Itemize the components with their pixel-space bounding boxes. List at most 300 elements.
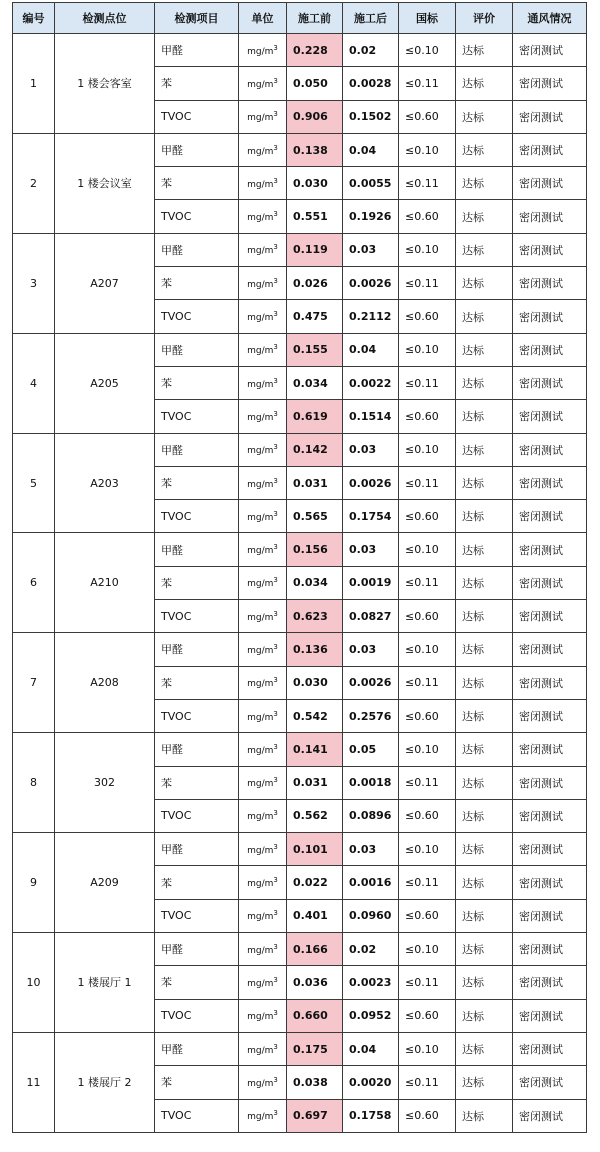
point-number: 11	[13, 1032, 55, 1132]
unit-text: mg/m	[247, 346, 274, 357]
unit-cell: $mg/m^3$	[239, 1032, 287, 1065]
unit-text: mg/m	[247, 79, 274, 90]
unit-cell: $mg/m^3$	[239, 267, 287, 300]
unit-text: mg/m	[247, 912, 274, 923]
evaluation: 达标	[456, 133, 513, 166]
item-name: TVOC	[155, 500, 239, 533]
evaluation: 达标	[456, 666, 513, 699]
point-location: A210	[55, 533, 155, 633]
national-standard: ≤0.60	[399, 500, 456, 533]
value-after: 0.0026	[343, 466, 399, 499]
evaluation: 达标	[456, 1099, 513, 1132]
national-standard: ≤0.11	[399, 466, 456, 499]
value-before: 0.542	[287, 699, 343, 732]
unit-text: mg/m	[247, 279, 274, 290]
national-standard: ≤0.10	[399, 733, 456, 766]
value-before: 0.175	[287, 1032, 343, 1065]
ventilation: 密闭测试	[513, 899, 587, 932]
item-name: TVOC	[155, 200, 239, 233]
point-number: 2	[13, 133, 55, 233]
unit-cell: $mg/m^3$	[239, 100, 287, 133]
header-result: 评价	[456, 3, 513, 34]
value-before: 0.030	[287, 167, 343, 200]
unit-cell: $mg/m^3$	[239, 633, 287, 666]
unit-cell: $mg/m^3$	[239, 233, 287, 266]
unit-cell: $mg/m^3$	[239, 966, 287, 999]
unit-text: mg/m	[247, 1045, 274, 1056]
evaluation: 达标	[456, 433, 513, 466]
value-before: 0.036	[287, 966, 343, 999]
value-after: 0.03	[343, 533, 399, 566]
ventilation: 密闭测试	[513, 366, 587, 399]
unit-text: mg/m	[247, 546, 274, 557]
evaluation: 达标	[456, 67, 513, 100]
evaluation: 达标	[456, 200, 513, 233]
value-before: 0.166	[287, 933, 343, 966]
item-name: 苯	[155, 666, 239, 699]
evaluation: 达标	[456, 833, 513, 866]
value-before: 0.034	[287, 366, 343, 399]
unit-text: mg/m	[247, 179, 274, 190]
item-name: 苯	[155, 966, 239, 999]
value-before: 0.031	[287, 766, 343, 799]
value-after: 0.04	[343, 333, 399, 366]
ventilation: 密闭测试	[513, 300, 587, 333]
value-before: 0.141	[287, 733, 343, 766]
point-number: 9	[13, 833, 55, 933]
national-standard: ≤0.11	[399, 366, 456, 399]
unit-cell: $mg/m^3$	[239, 1099, 287, 1132]
value-before: 0.119	[287, 233, 343, 266]
header-before: 施工前	[287, 3, 343, 34]
value-before: 0.026	[287, 267, 343, 300]
point-number: 1	[13, 34, 55, 134]
value-after: 0.0952	[343, 999, 399, 1032]
ventilation: 密闭测试	[513, 400, 587, 433]
unit-text: mg/m	[247, 246, 274, 257]
table-row	[13, 233, 587, 266]
unit-text: mg/m	[247, 812, 274, 823]
item-name: 甲醛	[155, 333, 239, 366]
unit-cell: $mg/m^3$	[239, 433, 287, 466]
evaluation: 达标	[456, 500, 513, 533]
national-standard: ≤0.60	[399, 200, 456, 233]
unit-cell: $mg/m^3$	[239, 866, 287, 899]
point-number: 5	[13, 433, 55, 533]
evaluation: 达标	[456, 300, 513, 333]
national-standard: ≤0.60	[399, 1099, 456, 1132]
unit-cell: $mg/m^3$	[239, 200, 287, 233]
value-after: 0.1758	[343, 1099, 399, 1132]
evaluation: 达标	[456, 899, 513, 932]
national-standard: ≤0.10	[399, 1032, 456, 1065]
ventilation: 密闭测试	[513, 1099, 587, 1132]
evaluation: 达标	[456, 799, 513, 832]
ventilation: 密闭测试	[513, 1066, 587, 1099]
point-location: A207	[55, 233, 155, 333]
unit-cell: $mg/m^3$	[239, 533, 287, 566]
value-after: 0.03	[343, 633, 399, 666]
evaluation: 达标	[456, 999, 513, 1032]
unit-text: mg/m	[247, 446, 274, 457]
evaluation: 达标	[456, 100, 513, 133]
national-standard: ≤0.60	[399, 899, 456, 932]
item-name: 苯	[155, 167, 239, 200]
item-name: 苯	[155, 67, 239, 100]
point-location: A203	[55, 433, 155, 533]
ventilation: 密闭测试	[513, 966, 587, 999]
point-location: A205	[55, 333, 155, 433]
value-after: 0.0960	[343, 899, 399, 932]
national-standard: ≤0.10	[399, 433, 456, 466]
evaluation: 达标	[456, 766, 513, 799]
value-after: 0.03	[343, 233, 399, 266]
point-location: 1 楼展厅 2	[55, 1032, 155, 1132]
ventilation: 密闭测试	[513, 200, 587, 233]
point-number: 3	[13, 233, 55, 333]
value-after: 0.03	[343, 433, 399, 466]
item-name: 苯	[155, 866, 239, 899]
item-name: 苯	[155, 566, 239, 599]
value-after: 0.03	[343, 833, 399, 866]
item-name: TVOC	[155, 999, 239, 1032]
ventilation: 密闭测试	[513, 866, 587, 899]
unit-cell: $mg/m^3$	[239, 766, 287, 799]
value-after: 0.1502	[343, 100, 399, 133]
header-after: 施工后	[343, 3, 399, 34]
value-after: 0.0023	[343, 966, 399, 999]
unit-text: mg/m	[247, 845, 274, 856]
air-quality-table	[12, 2, 587, 1133]
unit-text: mg/m	[247, 113, 274, 124]
item-name: TVOC	[155, 600, 239, 633]
table-row	[13, 933, 587, 966]
item-name: 甲醛	[155, 433, 239, 466]
value-before: 0.034	[287, 566, 343, 599]
value-after: 0.1754	[343, 500, 399, 533]
national-standard: ≤0.11	[399, 966, 456, 999]
header-location: 检测点位	[55, 3, 155, 34]
header-standard: 国标	[399, 3, 456, 34]
ventilation: 密闭测试	[513, 500, 587, 533]
national-standard: ≤0.11	[399, 1066, 456, 1099]
value-before: 0.401	[287, 899, 343, 932]
item-name: TVOC	[155, 100, 239, 133]
item-name: TVOC	[155, 899, 239, 932]
ventilation: 密闭测试	[513, 933, 587, 966]
value-before: 0.565	[287, 500, 343, 533]
unit-cell: $mg/m^3$	[239, 466, 287, 499]
item-name: 甲醛	[155, 233, 239, 266]
national-standard: ≤0.60	[399, 999, 456, 1032]
unit-text: mg/m	[247, 213, 274, 224]
ventilation: 密闭测试	[513, 34, 587, 67]
national-standard: ≤0.10	[399, 233, 456, 266]
value-after: 0.05	[343, 733, 399, 766]
ventilation: 密闭测试	[513, 600, 587, 633]
unit-text: mg/m	[247, 645, 274, 656]
item-name: 甲醛	[155, 533, 239, 566]
ventilation: 密闭测试	[513, 100, 587, 133]
value-before: 0.228	[287, 34, 343, 67]
item-name: 甲醛	[155, 34, 239, 67]
point-location: 1 楼会议室	[55, 133, 155, 233]
national-standard: ≤0.60	[399, 699, 456, 732]
point-location: 1 楼会客室	[55, 34, 155, 134]
value-after: 0.2576	[343, 699, 399, 732]
table-body	[13, 34, 587, 1133]
evaluation: 达标	[456, 600, 513, 633]
value-before: 0.906	[287, 100, 343, 133]
evaluation: 达标	[456, 633, 513, 666]
unit-text: mg/m	[247, 46, 274, 57]
unit-text: mg/m	[247, 679, 274, 690]
item-name: 甲醛	[155, 633, 239, 666]
ventilation: 密闭测试	[513, 333, 587, 366]
unit-text: mg/m	[247, 313, 274, 324]
item-name: TVOC	[155, 699, 239, 732]
value-after: 0.0016	[343, 866, 399, 899]
value-after: 0.0028	[343, 67, 399, 100]
value-before: 0.156	[287, 533, 343, 566]
evaluation: 达标	[456, 400, 513, 433]
item-name: TVOC	[155, 400, 239, 433]
national-standard: ≤0.10	[399, 333, 456, 366]
table-row	[13, 733, 587, 766]
item-name: TVOC	[155, 799, 239, 832]
ventilation: 密闭测试	[513, 566, 587, 599]
ventilation: 密闭测试	[513, 67, 587, 100]
unit-cell: $mg/m^3$	[239, 34, 287, 67]
evaluation: 达标	[456, 233, 513, 266]
unit-text: mg/m	[247, 412, 274, 423]
table-row	[13, 633, 587, 666]
table-row	[13, 133, 587, 166]
national-standard: ≤0.11	[399, 566, 456, 599]
unit-text: mg/m	[247, 146, 274, 157]
header-row	[13, 3, 587, 34]
evaluation: 达标	[456, 733, 513, 766]
national-standard: ≤0.60	[399, 300, 456, 333]
unit-text: mg/m	[247, 1112, 274, 1123]
value-before: 0.142	[287, 433, 343, 466]
national-standard: ≤0.60	[399, 400, 456, 433]
unit-cell: $mg/m^3$	[239, 400, 287, 433]
item-name: 甲醛	[155, 833, 239, 866]
national-standard: ≤0.10	[399, 533, 456, 566]
value-before: 0.562	[287, 799, 343, 832]
unit-cell: $mg/m^3$	[239, 366, 287, 399]
evaluation: 达标	[456, 34, 513, 67]
item-name: 甲醛	[155, 733, 239, 766]
value-before: 0.155	[287, 333, 343, 366]
national-standard: ≤0.11	[399, 766, 456, 799]
value-after: 0.1926	[343, 200, 399, 233]
value-before: 0.660	[287, 999, 343, 1032]
evaluation: 达标	[456, 333, 513, 366]
national-standard: ≤0.10	[399, 34, 456, 67]
point-number: 8	[13, 733, 55, 833]
point-location: 302	[55, 733, 155, 833]
value-before: 0.031	[287, 466, 343, 499]
unit-text: mg/m	[247, 379, 274, 390]
national-standard: ≤0.11	[399, 267, 456, 300]
point-number: 10	[13, 933, 55, 1033]
item-name: 甲醛	[155, 133, 239, 166]
unit-cell: $mg/m^3$	[239, 999, 287, 1032]
unit-cell: $mg/m^3$	[239, 833, 287, 866]
value-before: 0.022	[287, 866, 343, 899]
value-after: 0.0896	[343, 799, 399, 832]
ventilation: 密闭测试	[513, 666, 587, 699]
ventilation: 密闭测试	[513, 999, 587, 1032]
unit-text: mg/m	[247, 779, 274, 790]
unit-cell: $mg/m^3$	[239, 899, 287, 932]
point-number: 7	[13, 633, 55, 733]
unit-text: mg/m	[247, 479, 274, 490]
value-after: 0.1514	[343, 400, 399, 433]
item-name: 苯	[155, 1066, 239, 1099]
ventilation: 密闭测试	[513, 699, 587, 732]
evaluation: 达标	[456, 366, 513, 399]
item-name: 苯	[155, 267, 239, 300]
unit-cell: $mg/m^3$	[239, 133, 287, 166]
value-before: 0.030	[287, 666, 343, 699]
unit-cell: $mg/m^3$	[239, 566, 287, 599]
table-row	[13, 433, 587, 466]
value-after: 0.04	[343, 133, 399, 166]
table-row	[13, 34, 587, 67]
unit-text: mg/m	[247, 712, 274, 723]
ventilation: 密闭测试	[513, 633, 587, 666]
header-unit: 单位	[239, 3, 287, 34]
unit-cell: $mg/m^3$	[239, 733, 287, 766]
unit-text: mg/m	[247, 978, 274, 989]
evaluation: 达标	[456, 466, 513, 499]
unit-cell: $mg/m^3$	[239, 1066, 287, 1099]
ventilation: 密闭测试	[513, 833, 587, 866]
unit-cell: $mg/m^3$	[239, 933, 287, 966]
unit-text: mg/m	[247, 945, 274, 956]
table-row	[13, 533, 587, 566]
national-standard: ≤0.11	[399, 167, 456, 200]
evaluation: 达标	[456, 966, 513, 999]
unit-cell: $mg/m^3$	[239, 666, 287, 699]
item-name: 苯	[155, 766, 239, 799]
ventilation: 密闭测试	[513, 733, 587, 766]
value-before: 0.619	[287, 400, 343, 433]
unit-text: mg/m	[247, 612, 274, 623]
value-after: 0.0020	[343, 1066, 399, 1099]
unit-cell: $mg/m^3$	[239, 600, 287, 633]
ventilation: 密闭测试	[513, 466, 587, 499]
national-standard: ≤0.11	[399, 67, 456, 100]
evaluation: 达标	[456, 267, 513, 300]
value-before: 0.136	[287, 633, 343, 666]
item-name: 甲醛	[155, 1032, 239, 1065]
unit-cell: $mg/m^3$	[239, 699, 287, 732]
national-standard: ≤0.11	[399, 866, 456, 899]
evaluation: 达标	[456, 699, 513, 732]
header-item: 检测项目	[155, 3, 239, 34]
value-before: 0.551	[287, 200, 343, 233]
point-number: 4	[13, 333, 55, 433]
value-before: 0.623	[287, 600, 343, 633]
value-after: 0.0018	[343, 766, 399, 799]
table-row	[13, 833, 587, 866]
unit-cell: $mg/m^3$	[239, 300, 287, 333]
item-name: 苯	[155, 366, 239, 399]
unit-text: mg/m	[247, 579, 274, 590]
evaluation: 达标	[456, 1032, 513, 1065]
unit-text: mg/m	[247, 1078, 274, 1089]
unit-cell: $mg/m^3$	[239, 799, 287, 832]
evaluation: 达标	[456, 933, 513, 966]
ventilation: 密闭测试	[513, 267, 587, 300]
table-row	[13, 333, 587, 366]
header-ventilation: 通风情况	[513, 3, 587, 34]
evaluation: 达标	[456, 1066, 513, 1099]
unit-cell: $mg/m^3$	[239, 67, 287, 100]
item-name: 甲醛	[155, 933, 239, 966]
national-standard: ≤0.10	[399, 833, 456, 866]
point-location: A209	[55, 833, 155, 933]
value-after: 0.02	[343, 933, 399, 966]
unit-cell: $mg/m^3$	[239, 167, 287, 200]
unit-cell: $mg/m^3$	[239, 500, 287, 533]
value-before: 0.475	[287, 300, 343, 333]
unit-text: mg/m	[247, 512, 274, 523]
table-row	[13, 1032, 587, 1065]
ventilation: 密闭测试	[513, 766, 587, 799]
point-location: 1 楼展厅 1	[55, 933, 155, 1033]
value-before: 0.138	[287, 133, 343, 166]
national-standard: ≤0.60	[399, 600, 456, 633]
national-standard: ≤0.60	[399, 799, 456, 832]
national-standard: ≤0.11	[399, 666, 456, 699]
ventilation: 密闭测试	[513, 1032, 587, 1065]
value-after: 0.02	[343, 34, 399, 67]
ventilation: 密闭测试	[513, 533, 587, 566]
point-location: A208	[55, 633, 155, 733]
item-name: TVOC	[155, 300, 239, 333]
value-after: 0.0055	[343, 167, 399, 200]
point-number: 6	[13, 533, 55, 633]
value-before: 0.050	[287, 67, 343, 100]
evaluation: 达标	[456, 533, 513, 566]
value-after: 0.04	[343, 1032, 399, 1065]
unit-text: mg/m	[247, 745, 274, 756]
value-after: 0.0026	[343, 666, 399, 699]
header-no: 编号	[13, 3, 55, 34]
value-after: 0.0019	[343, 566, 399, 599]
item-name: 苯	[155, 466, 239, 499]
ventilation: 密闭测试	[513, 167, 587, 200]
evaluation: 达标	[456, 167, 513, 200]
value-before: 0.101	[287, 833, 343, 866]
value-after: 0.0827	[343, 600, 399, 633]
national-standard: ≤0.60	[399, 100, 456, 133]
national-standard: ≤0.10	[399, 933, 456, 966]
test-results-sheet	[12, 2, 587, 1133]
national-standard: ≤0.10	[399, 133, 456, 166]
value-before: 0.697	[287, 1099, 343, 1132]
unit-cell: $mg/m^3$	[239, 333, 287, 366]
ventilation: 密闭测试	[513, 233, 587, 266]
ventilation: 密闭测试	[513, 133, 587, 166]
ventilation: 密闭测试	[513, 433, 587, 466]
value-after: 0.2112	[343, 300, 399, 333]
